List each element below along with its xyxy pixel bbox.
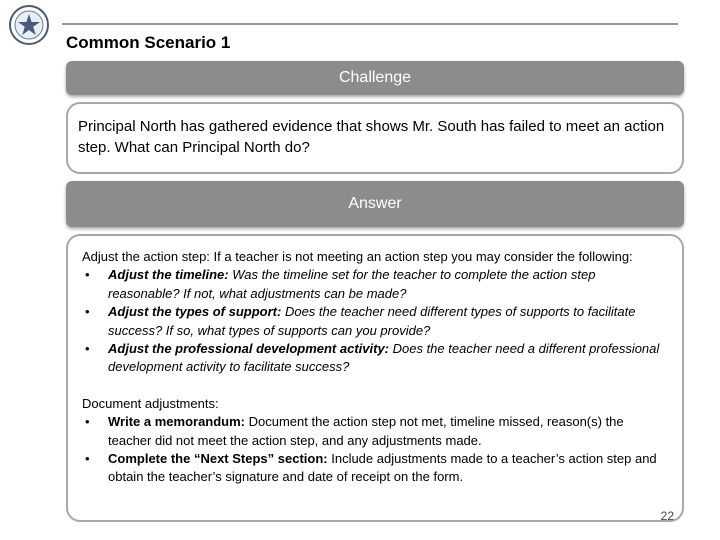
state-seal-icon <box>8 4 50 46</box>
list-item <box>82 450 670 487</box>
header-rule <box>62 23 678 25</box>
bullet-text: Does the teacher need different types of supports to facilitate success? If so, what types of supports can you provide? <box>108 304 636 338</box>
bullet-icon: • <box>85 341 90 357</box>
bullet-bold: Adjust the professional development activity: <box>108 341 389 357</box>
doc-heading: Document adjustments: <box>82 395 219 411</box>
answer-intro-text: If a teacher is not meeting an action step you may consider the following: <box>209 249 633 264</box>
bullet-icon: • <box>85 451 90 467</box>
bullet-text: Include adjustments made to a teacher’s action step and obtain the teacher’s signature and date of receipt on the form. <box>108 451 657 485</box>
answer-intro-bold: Adjust the action step: <box>82 249 210 264</box>
challenge-banner: Challenge <box>66 61 684 95</box>
bullet-icon: • <box>85 267 90 283</box>
page-title: Common Scenario 1 <box>66 33 231 52</box>
list-item <box>82 413 670 450</box>
bullet-text: Was the timeline set for the teacher to complete the action step reasonable? If not, what adjustments can be made? <box>108 267 596 301</box>
answer-banner: Answer <box>66 181 684 227</box>
bullet-icon: • <box>85 414 90 430</box>
bullet-icon: • <box>85 304 90 320</box>
challenge-box <box>66 102 684 174</box>
list-item <box>82 340 670 377</box>
list-item <box>82 303 670 340</box>
list-item <box>82 266 670 303</box>
answer-intro <box>82 248 670 266</box>
bullet-bold: Write a memorandum: <box>108 414 246 430</box>
bullet-text: Document the action step not met, timeline missed, reason(s) the teacher did not meet the action step, and any adjustments made. <box>108 414 624 448</box>
challenge-text: Principal North has gathered evidence that shows Mr. South has failed to meet an action step. What can Principal North do? <box>78 118 665 156</box>
answer-box <box>66 234 684 522</box>
bullet-text: Does the teacher need a different professional development activity to facilitate success? <box>108 341 660 375</box>
bullet-bold: Adjust the types of support: <box>108 304 282 320</box>
page-number: 22 <box>660 509 674 523</box>
bullet-bold: Adjust the timeline: <box>108 267 229 283</box>
bullet-bold: Complete the “Next Steps” section: <box>108 451 328 467</box>
